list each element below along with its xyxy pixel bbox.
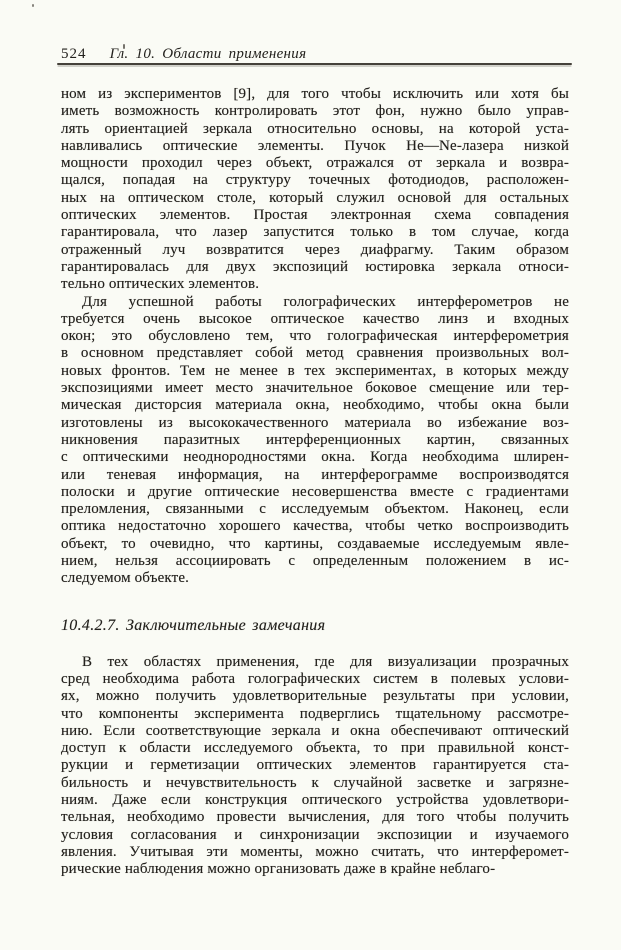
text-line: новых фронтов. Тем не менее в тех экспериментах, в которых между: [61, 362, 569, 379]
paragraph: [61, 294, 569, 588]
text-line: нием, нельзя ассоциировать с определенным положением в ис-: [61, 553, 569, 570]
text-line: рические наблюдения можно организовать даже в крайне неблаго-: [61, 861, 496, 878]
text-line: мическая дисторсия материала окна, необходимо, чтобы окна были: [61, 397, 569, 414]
text-line: гарантировалась для двух экспозиций юстировка зеркала относи-: [61, 258, 569, 275]
text-line: изготовлены из высококачественного материала во избежание воз-: [61, 414, 569, 431]
text-line: рукции и герметизации оптических элементов гарантируется ста-: [61, 757, 569, 774]
scan-speck: [32, 4, 34, 7]
text-line: преломления, связанными с исследуемым объектом. Наконец, если: [61, 501, 569, 518]
text-line: что компоненты эксперимента подверглись тщательному рассмотре-: [61, 705, 569, 722]
text-line: условия согласования и синхронизации экспозиции и изучаемого: [61, 826, 569, 843]
text-line: требуется очень высокое оптическое качество линз и входных: [61, 310, 569, 327]
text-line: ном из экспериментов [9], для того чтобы исключить или хотя бы: [61, 86, 569, 102]
text-line: оптических элементов. Простая электронная схема совпадения: [61, 207, 569, 224]
text-line: отраженный луч возвратится через диафрагму. Таким образом: [61, 241, 569, 258]
text-line: объект, то очевидно, что картины, создаваемые исследуемым явле-: [61, 535, 569, 552]
text-line: доступ к области исследуемого объекта, то при правильной конст-: [61, 740, 569, 757]
text-line: тельно оптических элементов.: [61, 276, 260, 293]
text-line: мощности проходил через объект, отражался от зеркала и возвра-: [61, 155, 569, 172]
page-number: 524: [61, 46, 87, 62]
text-line: сред необходима работа голографических систем в полевых услови-: [61, 670, 569, 687]
text-line: щался, попадая на структуру точечных фотодиодов, расположен-: [61, 172, 569, 189]
running-header: [61, 46, 569, 62]
text-line: явления. Учитывая эти моменты, можно считать, что интерферомет-: [61, 843, 569, 860]
page-text: [61, 86, 569, 878]
paragraph-continued: [61, 86, 569, 294]
text-line: ниям. Даже если конструкция оптического устройства удовлетвори-: [61, 791, 569, 808]
text-line: лять ориентацией зеркала относительно основы, на которой уста-: [61, 120, 569, 137]
text-line: ях, можно получить удовлетворительные результаты при условии,: [61, 688, 569, 705]
text-line: следуемом объекте.: [61, 570, 190, 587]
text-line: полоски и другие оптические несовершенства вместе с градиентами: [61, 483, 569, 500]
text-line: иметь возможность контролировать этот фон, нужно было управ-: [61, 103, 569, 120]
text-line: экспозициями имеет место значительное боковое смещение или тер-: [61, 380, 569, 397]
text-line: с оптическими неоднородностями окна. Когда необходима шлирен-: [61, 449, 569, 466]
text-line: бильность и нечувствительность к случайной засветке и загрязне-: [61, 774, 569, 791]
paragraph: [61, 654, 569, 879]
text-line: тельная, необходимо провести вычисления, для того чтобы получить: [61, 809, 569, 826]
text-line: В тех областях применения, где для визуализации прозрачных: [82, 653, 569, 670]
header-rule: [57, 63, 572, 65]
text-line: нию. Если соответствующие зеркала и окна обеспечивают оптический: [61, 722, 569, 739]
text-line: в основном представляет собой метод сравнения произвольных вол-: [61, 345, 569, 362]
text-line: гарантировала, что лазер запустится только в том случае, когда: [61, 224, 569, 241]
text-line: оптика недостаточно хорошего качества, чтобы четко воспроизводить: [61, 518, 569, 535]
section-heading: 10.4.2.7. Заключительные замечания: [61, 616, 326, 634]
text-line: или теневая информация, на интерферограмме воспроизводятся: [61, 466, 569, 483]
text-line: навливались оптические элементы. Пучок He—Ne-лазера низкой: [61, 137, 569, 154]
text-line: Для успешной работы голографических интерферометров не: [82, 293, 569, 310]
text-line: никновения паразитных интерференционных картин, связанных: [61, 431, 569, 448]
chapter-title: Гл. 10. Области применения: [109, 46, 307, 62]
text-line: окон; это обусловлено тем, что голографическая интерферометрия: [61, 328, 569, 345]
text-line: ных на оптическом столе, который служил основой для остальных: [61, 189, 569, 206]
